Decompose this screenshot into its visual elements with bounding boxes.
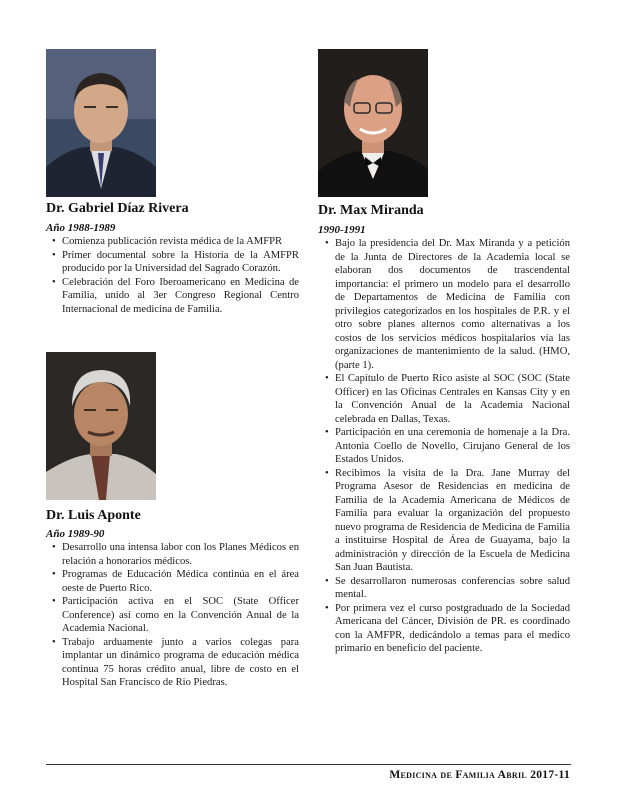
portrait-photo-aponte [46,352,156,500]
profile-years: 1990-1991 [318,224,366,236]
list-item: • Comienza publicación revista médica de la AMFPR [52,235,299,249]
profile-name: Dr. Luis Aponte [46,508,141,523]
page-footer: Medicina de Familia Abril 2017-11 [389,769,570,781]
list-item: • Participación activa en el SOC (State Officer Conference) así como en la Convención Anual de la Academia Nacional. [52,595,299,636]
profile-years: Año 1989-90 [46,528,105,540]
portrait-photo-diaz-rivera [46,49,156,197]
list-item: • El Capítulo de Puerto Rico asiste al SOC (SOC (State Officer) en las Oficinas Centrales en Kansas City y en la Convención Anual de la Academia Nacional celebrada en Dallas, Texas. [325,372,570,426]
footer-divider [46,764,571,765]
list-item: • Recibimos la visita de la Dra. Jane Murray del Programa Asesor de Residencias en medicina de Familia de la Academia Americana de Médicos de Familia para evaluar la organización del propuesto nuevo programa de Residencia de Medicina de Familia a instituirse Hospital de Área de Guayama, bajo la administración y dirección de la Escuela de Medicina San Juan Bautista. [325,467,570,575]
portrait-photo-miranda [318,49,428,197]
list-item: • Desarrollo una intensa labor con los Planes Médicos en relación a honorarios médicos. [52,541,299,568]
list-item: • Trabajo arduamente junto a varios colegas para implantar un dinámico programa de educación médica continua 75 horas crédito anual, libre de costo en el Hospital San Francisco de Rio Piedras. [52,636,299,690]
profile-name: Dr. Max Miranda [318,203,424,218]
list-item: • Primer documental sobre la Historia de la AMFPR producido por la Universidad del Sagrado Corazón. [52,249,299,276]
profile-years: Año 1988-1989 [46,222,116,234]
achievements-list [52,235,299,316]
achievements-list [52,541,299,690]
list-item: • Celebración del Foro Iberoamericano en Medicina de Familia, unido al 3er Congreso Regional Centro Internacional de medicina de Familia. [52,276,299,317]
profile-name: Dr. Gabriel Díaz Rivera [46,201,189,216]
list-item: • Se desarrollaron numerosas conferencias sobre salud mental. [325,575,570,602]
list-item: • Bajo la presidencia del Dr. Max Miranda y a petición de la Junta de Directores de la Academia local se elaboran dos documentos de trascendental importancia: el primero un modelo para el desarrollo de Departamentos de Medicina de Familia con privilegios categorizados en los hospitales de P.R. y el otro sobre planes alternos como alternativas a los costos de los servicios médicos hospitalarios vía las organizaciones de mantenimiento de la salud. (HMO, (parte 1). [325,237,570,372]
list-item: • Participación en una ceremonia de homenaje a la Dra. Antonia Coello de Novello, Cirujano General de los Estados Unidos. [325,426,570,467]
achievements-list [325,237,570,656]
list-item: • Programas de Educación Médica continúa en el área oeste de Puerto Rico. [52,568,299,595]
list-item: • Por primera vez el curso postgraduado de la Sociedad Americana del Cáncer, División de PR. es coordinado con la AMFPR, dedicándolo a temas para el medico primario en beneficio del paciente. [325,602,570,656]
